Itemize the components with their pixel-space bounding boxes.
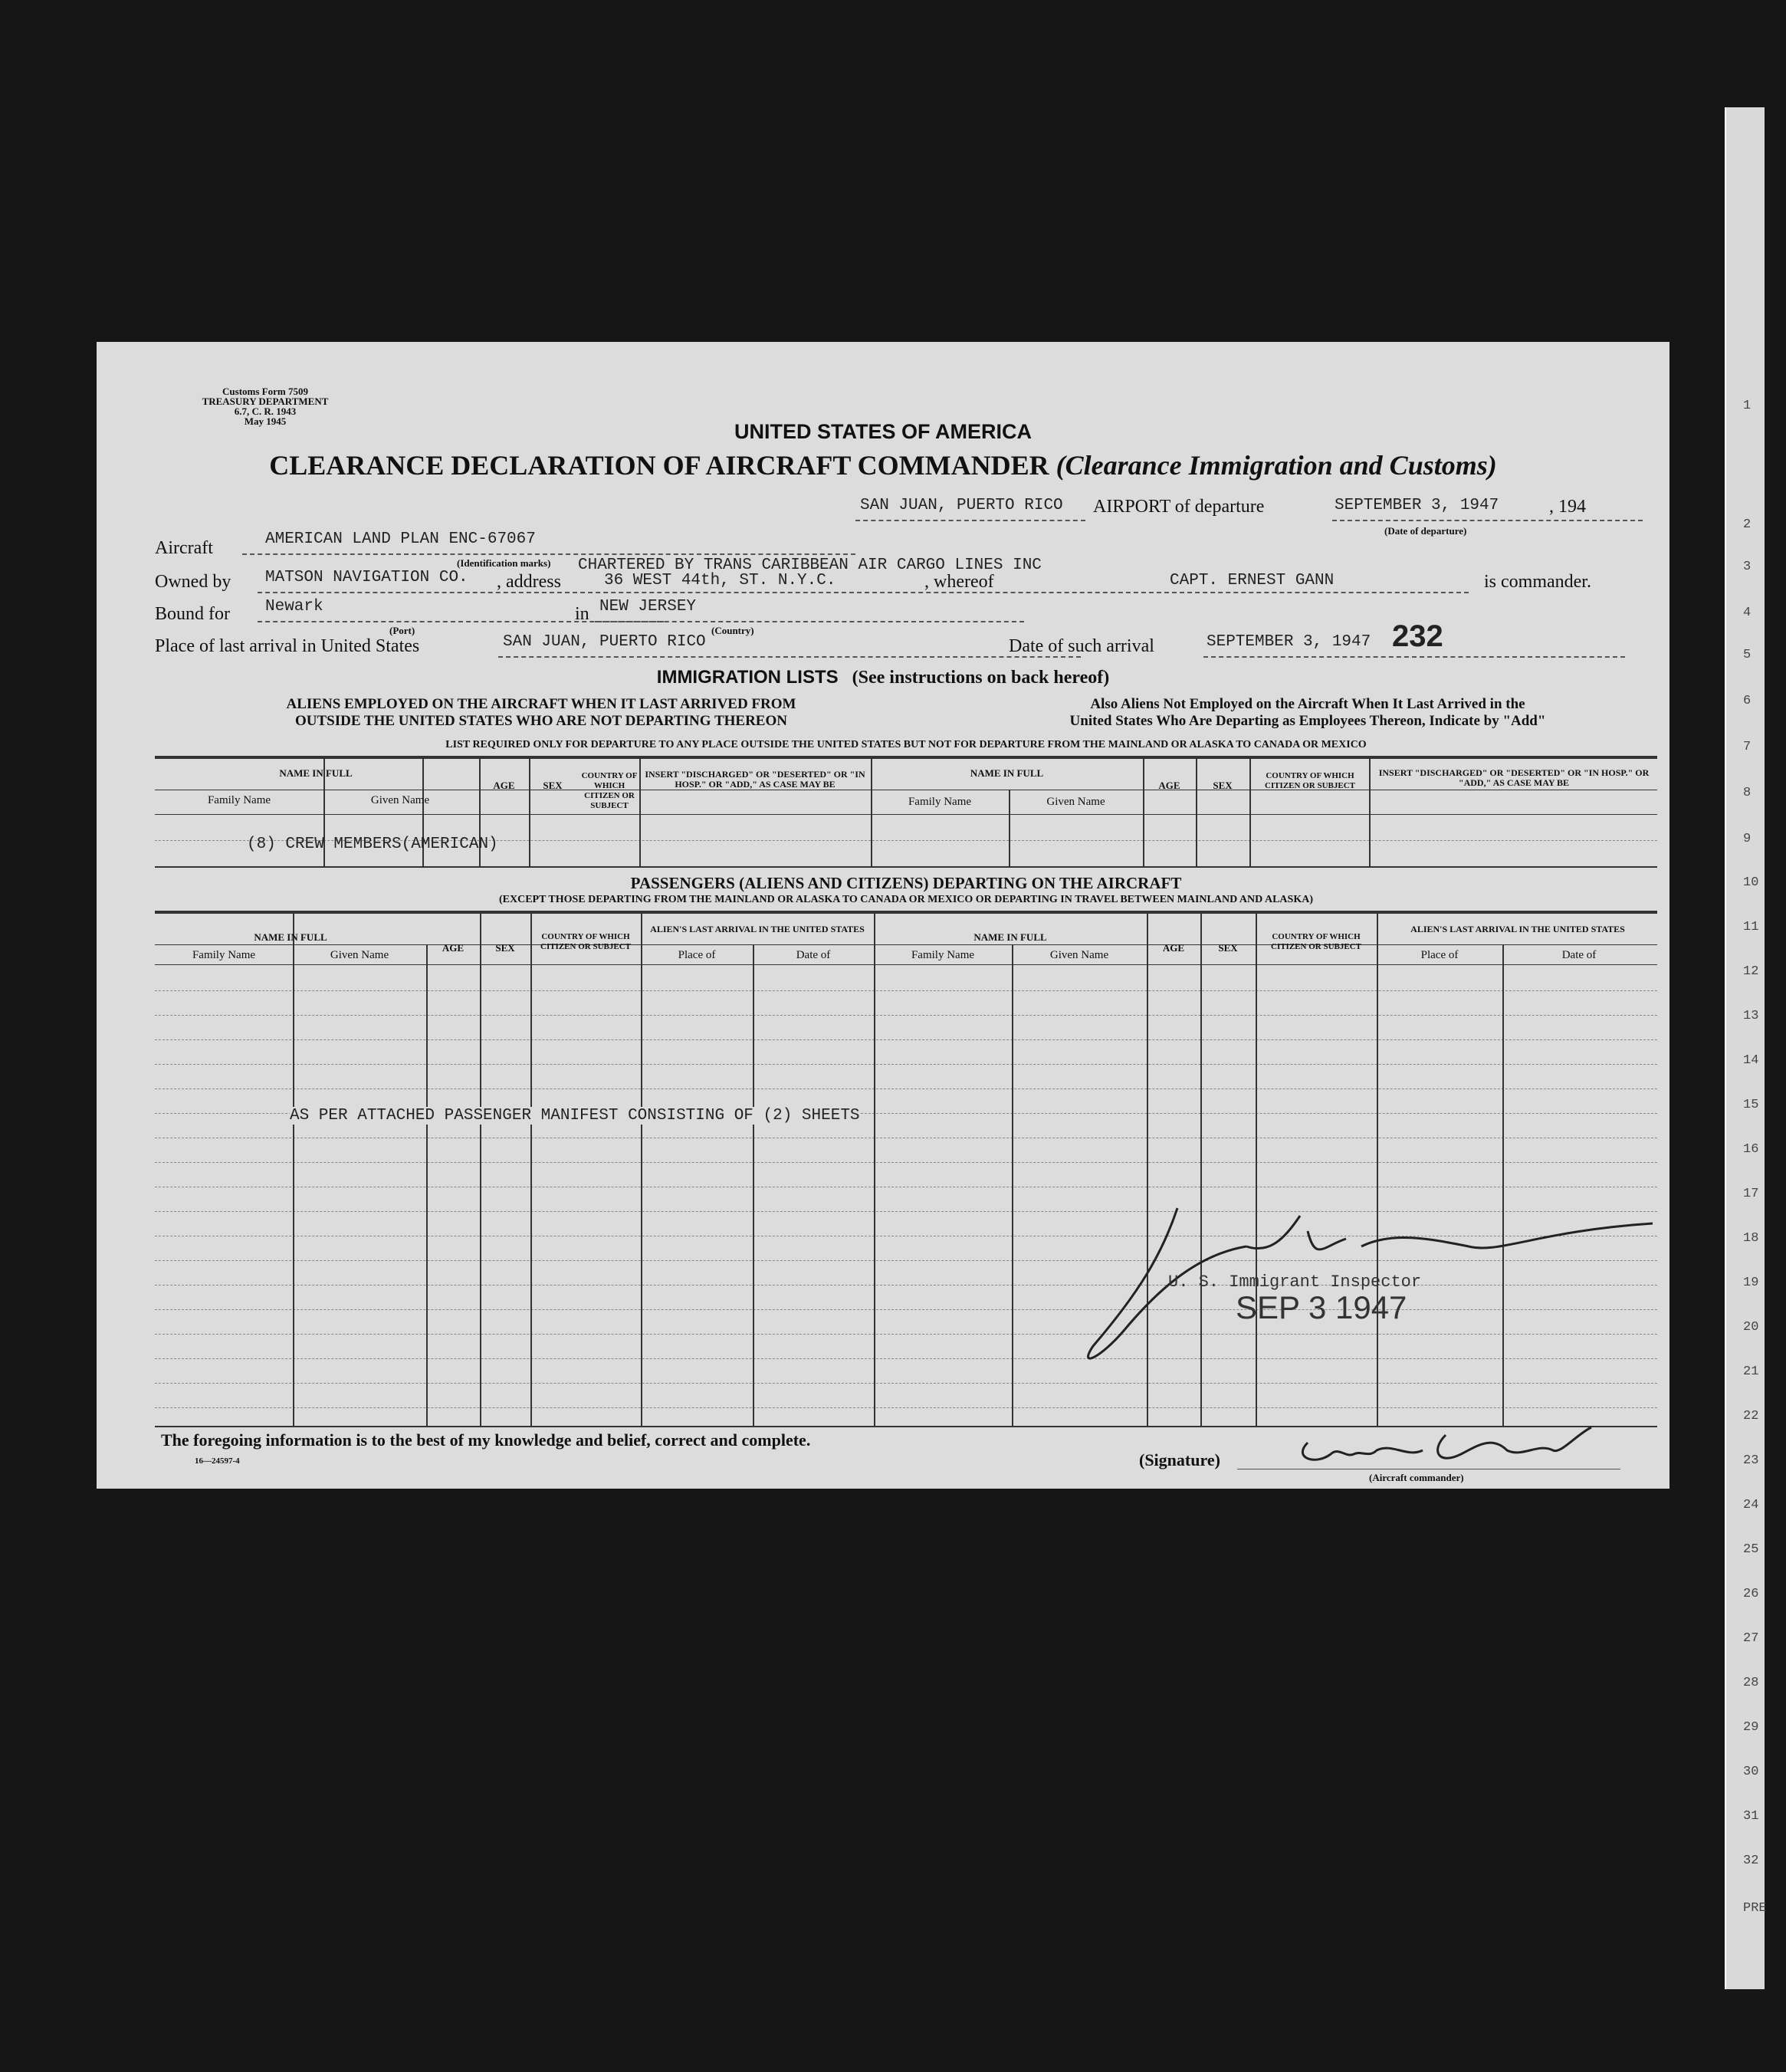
departure-airport: SAN JUAN, PUERTO RICO xyxy=(860,497,1063,514)
crew-header-age: AGE xyxy=(493,780,515,791)
destination-port: Newark xyxy=(265,598,323,616)
passenger-header-place: Place of xyxy=(678,949,716,961)
list-requirement-note: LIST REQUIRED ONLY FOR DEPARTURE TO ANY PLACE OUTSIDE THE UNITED STATES BUT NOT FOR DEPARTURE FROM THE MAINLAND OR ALASKA TO CANADA OR MEXICO xyxy=(445,739,1367,750)
last-arrival-underline xyxy=(498,656,1081,658)
crew-col-divider xyxy=(1249,756,1251,866)
date-underline xyxy=(1332,520,1643,521)
crew-header-given: Given Name xyxy=(370,794,430,806)
strip-number: 9 xyxy=(1743,832,1752,846)
stamp-inspector-title: U. S. Immigrant Inspector xyxy=(1168,1272,1422,1292)
is-commander-label: is commander. xyxy=(1484,572,1591,592)
form-title-main: CLEARANCE DECLARATION OF AIRCRAFT COMMANDER xyxy=(269,450,1049,481)
passenger-col-divider xyxy=(874,911,875,1426)
strip-number: 8 xyxy=(1743,786,1752,800)
passenger-row-line xyxy=(155,1064,1657,1065)
whereof-label: , whereof xyxy=(924,572,994,592)
passenger-row-line xyxy=(155,1015,1657,1016)
passenger-col-divider xyxy=(753,944,754,1426)
passenger-row-line xyxy=(155,1383,1657,1384)
passenger-header-date-right: Date of xyxy=(1561,949,1597,961)
form-title-italic: (Clearance Immigration and Customs) xyxy=(1056,450,1497,481)
aliens-not-employed-line1: Also Aliens Not Employed on the Aircraft When It Last Arrived in the xyxy=(1090,696,1525,712)
passenger-header-age: AGE xyxy=(442,942,465,954)
strip-number: 24 xyxy=(1743,1498,1759,1512)
form-number: Customs Form 7509 xyxy=(222,386,308,397)
passenger-col-divider xyxy=(641,911,642,1426)
immigration-title: IMMIGRATION LISTS xyxy=(656,667,839,688)
stamp-date: SEP 3 1947 xyxy=(1236,1289,1407,1325)
signature-caption: (Aircraft commander) xyxy=(1369,1472,1464,1483)
id-marks-caption: (Identification marks) xyxy=(457,557,551,569)
commander-name: CAPT. ERNEST GANN xyxy=(1170,572,1335,589)
strip-number: 3 xyxy=(1743,560,1752,574)
aliens-employed-line1: ALIENS EMPLOYED ON THE AIRCRAFT WHEN IT LAST ARRIVED FROM xyxy=(286,696,796,712)
strip-number: 16 xyxy=(1743,1142,1759,1157)
passenger-header-given-right: Given Name xyxy=(1049,949,1109,961)
crew-header-given-right: Given Name xyxy=(1046,796,1105,808)
strip-number: 1 xyxy=(1743,399,1752,413)
passenger-col-divider xyxy=(480,911,481,1426)
crew-header-country: COUNTRY OF WHICH CITIZEN OR SUBJECT xyxy=(581,771,638,810)
clearance-declaration-form xyxy=(97,342,1669,1489)
arrival-date-label: Date of such arrival xyxy=(1009,636,1154,656)
passenger-header-country: COUNTRY OF WHICH CITIZEN OR SUBJECT xyxy=(540,932,631,951)
strip-number: 7 xyxy=(1743,740,1752,754)
strip-number: 30 xyxy=(1743,1765,1759,1779)
strip-number: 22 xyxy=(1743,1409,1759,1423)
department: TREASURY DEPARTMENT xyxy=(202,396,329,407)
passenger-row-line xyxy=(155,1039,1657,1040)
owner-underline xyxy=(258,592,1469,593)
strip-number: 27 xyxy=(1743,1631,1759,1646)
in-label: in xyxy=(575,604,589,624)
last-arrival-label: Place of last arrival in United States xyxy=(155,636,420,656)
strip-number: 6 xyxy=(1743,694,1752,708)
strip-number: 10 xyxy=(1743,875,1759,890)
year-suffix: , 194 xyxy=(1549,497,1586,517)
airport-label: AIRPORT of departure xyxy=(1093,497,1265,517)
passenger-row-line xyxy=(155,1407,1657,1408)
strip-number: 29 xyxy=(1743,1720,1759,1735)
form-date: May 1945 xyxy=(244,415,287,427)
passengers-title: PASSENGERS (ALIENS AND CITIZENS) DEPARTING ON THE AIRCRAFT xyxy=(630,874,1182,892)
passenger-header-family: Family Name xyxy=(192,949,256,961)
strip-number: 5 xyxy=(1743,648,1752,662)
strip-number: 17 xyxy=(1743,1187,1759,1201)
passenger-header-country-right: COUNTRY OF WHICH CITIZEN OR SUBJECT xyxy=(1271,932,1361,951)
crew-header-insert: INSERT "DISCHARGED" OR "DESERTED" OR "IN HOSP." OR "ADD," AS CASE MAY BE xyxy=(645,769,865,790)
passenger-header-place-right: Place of xyxy=(1420,949,1459,961)
signature-label: (Signature) xyxy=(1139,1450,1220,1469)
crew-header-sex-right: SEX xyxy=(1213,780,1233,791)
crew-header-family: Family Name xyxy=(207,794,271,806)
passenger-header-name-right: NAME IN FULL xyxy=(973,931,1047,943)
strip-number: 12 xyxy=(1743,964,1759,979)
port-caption: (Port) xyxy=(389,625,415,636)
crew-header-family-right: Family Name xyxy=(908,796,972,808)
last-arrival-place: SAN JUAN, PUERTO RICO xyxy=(503,633,706,651)
passenger-header-last-arrival: ALIEN'S LAST ARRIVAL IN THE UNITED STATES xyxy=(650,924,865,934)
passenger-header-sex-right: SEX xyxy=(1218,942,1238,954)
stamp-number: 232 xyxy=(1392,619,1443,653)
passenger-col-divider xyxy=(293,911,294,1426)
strip-number: 14 xyxy=(1743,1053,1759,1068)
passenger-header-family-right: Family Name xyxy=(911,949,975,961)
commander-signature xyxy=(1277,1412,1599,1473)
date-caption: (Date of departure) xyxy=(1384,525,1467,537)
cfr-reference: 6.7, C. R. 1943 xyxy=(234,406,297,417)
passenger-header-age-right: AGE xyxy=(1162,942,1185,954)
manifest-note: AS PER ATTACHED PASSENGER MANIFEST CONSISTING OF (2) SHEETS xyxy=(290,1107,860,1125)
passenger-header-given: Given Name xyxy=(330,949,389,961)
strip-number: 32 xyxy=(1743,1854,1759,1868)
country-caption: (Country) xyxy=(711,625,754,636)
charter-note: CHARTERED BY TRANS CARIBBEAN AIR CARGO LINES INC xyxy=(578,557,1042,574)
form-title-country: UNITED STATES OF AMERICA xyxy=(734,420,1032,443)
crew-table-bottom xyxy=(155,866,1657,868)
strip-number: 11 xyxy=(1743,920,1759,934)
strip-number: 25 xyxy=(1743,1542,1759,1557)
passenger-header-name: NAME IN FULL xyxy=(254,931,327,943)
form-title xyxy=(97,449,1669,481)
owner-name: MATSON NAVIGATION CO. xyxy=(265,569,468,586)
crew-header-insert-right: INSERT "DISCHARGED" OR "DESERTED" OR "IN HOSP." OR "ADD," AS CASE MAY BE xyxy=(1378,767,1650,788)
immigration-subtitle: (See instructions on back hereof) xyxy=(852,668,1110,688)
aliens-not-employed-line2: United States Who Are Departing as Employees Thereon, Indicate by "Add" xyxy=(1069,713,1546,729)
print-code: 16—24597-4 xyxy=(195,1456,240,1466)
aliens-not-employed-heading xyxy=(947,696,1668,730)
passenger-header-date: Date of xyxy=(796,949,831,961)
crew-header-age-right: AGE xyxy=(1158,780,1180,791)
crew-col-divider xyxy=(1143,756,1144,866)
strip-number: 21 xyxy=(1743,1364,1759,1379)
strip-number: 2 xyxy=(1743,517,1752,532)
passenger-row-line xyxy=(155,990,1657,991)
passenger-subheader-line xyxy=(155,944,1657,945)
strip-number: 20 xyxy=(1743,1320,1759,1335)
crew-header-name-right: NAME IN FULL xyxy=(970,767,1044,779)
passenger-header-bottom xyxy=(155,964,1657,965)
passenger-col-divider xyxy=(426,944,428,1426)
crew-header-country-right: COUNTRY OF WHICH CITIZEN OR SUBJECT xyxy=(1265,771,1355,790)
address-label: , address xyxy=(497,572,561,592)
crew-table-header-bottom xyxy=(155,814,1657,815)
country-underline xyxy=(595,621,1024,622)
aliens-employed-heading xyxy=(189,696,894,730)
departure-date: SEPTEMBER 3, 1947 xyxy=(1335,497,1499,514)
crew-col-divider xyxy=(1196,756,1197,866)
owned-by-label: Owned by xyxy=(155,572,231,592)
passengers-subtitle: (EXCEPT THOSE DEPARTING FROM THE MAINLAND OR ALASKA TO CANADA OR MEXICO OR DEPARTING IN TRAVEL BETWEEN MAINLAND AND ALASKA) xyxy=(498,894,1313,905)
crew-header-name: NAME IN FULL xyxy=(279,767,353,779)
strip-number: 15 xyxy=(1743,1098,1759,1112)
aircraft-underline xyxy=(242,553,855,555)
owner-address: 36 WEST 44th, ST. N.Y.C. xyxy=(604,572,836,589)
strip-number: 23 xyxy=(1743,1453,1759,1468)
strip-number: 18 xyxy=(1743,1231,1759,1246)
passenger-header-last-arrival-right: ALIEN'S LAST ARRIVAL IN THE UNITED STATES xyxy=(1410,924,1625,934)
adjacent-sheet-strip xyxy=(1725,107,1765,1989)
crew-header-sex: SEX xyxy=(543,780,563,791)
bound-for-label: Bound for xyxy=(155,604,230,624)
aircraft-marks: AMERICAN LAND PLAN ENC-67067 xyxy=(265,530,536,548)
aircraft-label: Aircraft xyxy=(155,538,213,558)
destination-country: NEW JERSEY xyxy=(599,598,697,616)
arrival-date: SEPTEMBER 3, 1947 xyxy=(1207,633,1371,651)
strip-number: 28 xyxy=(1743,1676,1759,1690)
airport-underline xyxy=(855,520,1085,521)
crew-table-top xyxy=(155,756,1657,759)
passenger-row-line xyxy=(155,1162,1657,1163)
strip-word: PRE xyxy=(1743,1901,1767,1916)
aliens-employed-line2: OUTSIDE THE UNITED STATES WHO ARE NOT DEPARTING THEREON xyxy=(295,713,787,729)
passenger-col-divider xyxy=(530,911,532,1426)
passenger-table-top xyxy=(155,911,1657,914)
passenger-col-divider xyxy=(1012,944,1013,1426)
certification-statement: The foregoing information is to the best of my knowledge and belief, correct and complete. xyxy=(161,1430,811,1450)
strip-number: 26 xyxy=(1743,1587,1759,1601)
strip-number: 4 xyxy=(1743,606,1752,620)
passenger-header-sex: SEX xyxy=(495,942,515,954)
immigration-heading xyxy=(97,667,1669,688)
strip-number: 13 xyxy=(1743,1009,1759,1023)
arrival-date-underline xyxy=(1203,656,1625,658)
crew-col-divider xyxy=(529,756,530,866)
crew-col-divider xyxy=(1369,756,1371,866)
strip-number: 19 xyxy=(1743,1276,1759,1290)
strip-number: 31 xyxy=(1743,1809,1759,1824)
crew-entry: (8) CREW MEMBERS(AMERICAN) xyxy=(247,836,498,853)
